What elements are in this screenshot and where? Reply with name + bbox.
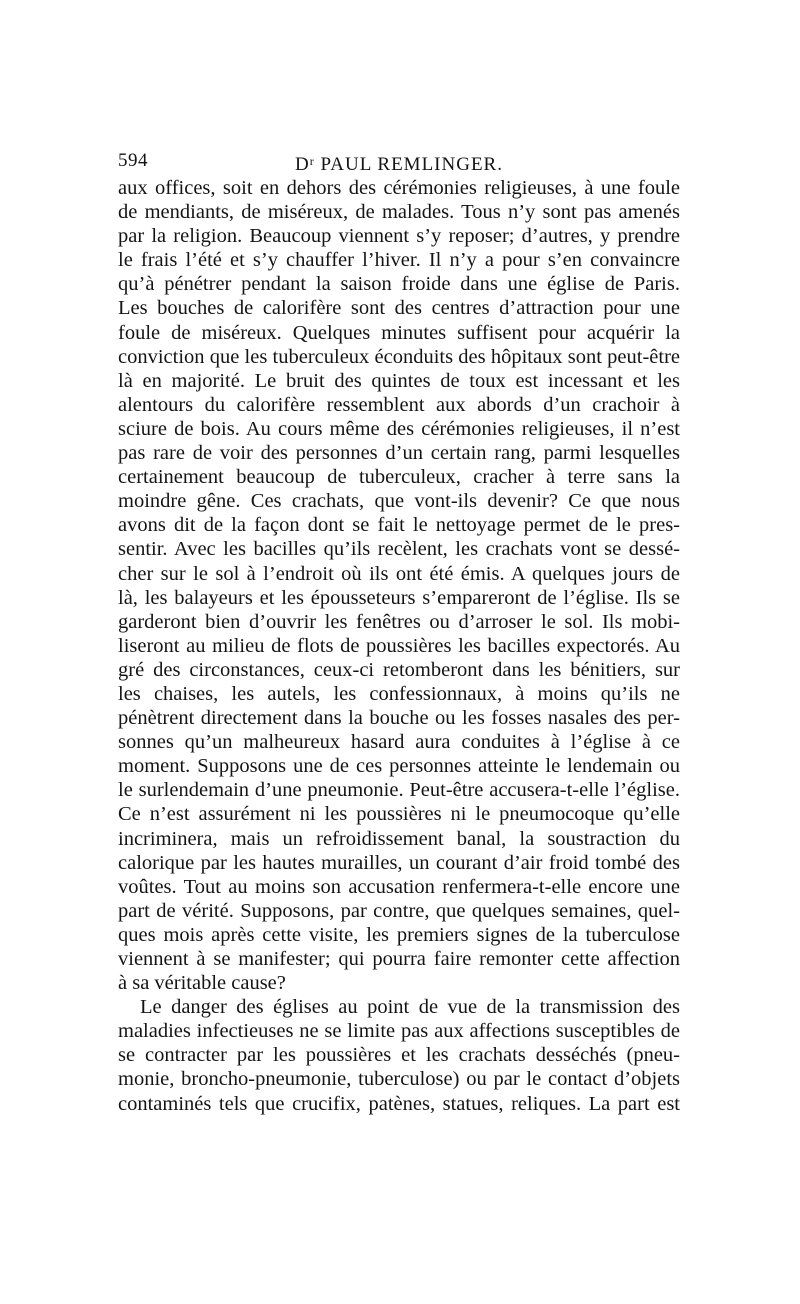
text-line: cher sur le sol à l’endroit où ils ont été émis. A quelques jours de <box>118 562 680 585</box>
text-line: moindre gêne. Ces crachats, que vont-ils devenir? Ce que nous <box>118 490 680 513</box>
text-line: incriminera, mais un refroidissement banal, la soustraction du <box>118 827 680 850</box>
text-line: là en majorité. Le bruit des quintes de toux est incessant et les <box>118 369 680 392</box>
text-line: conviction que les tuberculeux éconduits des hôpitaux sont peut-être <box>118 345 680 368</box>
paragraph <box>118 995 680 1115</box>
text-line: aux offices, soit en dehors des cérémonies religieuses, à une foule <box>118 177 680 199</box>
text-line: le surlendemain d’une pneumonie. Peut-être accusera-t-elle l’église. <box>118 779 680 802</box>
author-prefix-superscript: r <box>309 154 315 168</box>
text-line: contaminés tels que crucifix, patènes, statues, reliques. La part est <box>118 1092 680 1115</box>
text-line: qu’à pénétrer pendant la saison froide dans une église de Paris. <box>118 273 680 296</box>
author-prefix: D <box>295 154 310 175</box>
text-line: Les bouches de calorifère sont des centres d’attraction pour une <box>118 297 680 320</box>
running-head-author <box>118 146 680 180</box>
text-line: avons dit de la façon dont se fait le nettoyage permet de le pres- <box>118 514 680 537</box>
text-line: sentir. Avec les bacilles qu’ils recèlent, les crachats vont se dessé- <box>118 538 680 561</box>
text-line: de mendiants, de miséreux, de malades. Tous n’y sont pas amenés <box>118 201 680 224</box>
text-line: viennent à se manifester; qui pourra faire remonter cette affection <box>118 948 680 970</box>
text-line: foule de miséreux. Quelques minutes suffisent pour acquérir la <box>118 321 680 344</box>
text-line: moment. Supposons une de ces personnes atteinte le lendemain ou <box>118 755 680 778</box>
text-line: liseront au milieu de flots de poussières les bacilles expectorés. Au <box>118 634 680 657</box>
author-name: PAUL REMLINGER. <box>320 154 503 175</box>
text-line: sciure de bois. Au cours même des cérémonies religieuses, il n’est <box>118 417 680 440</box>
text-line: le frais l’été et s’y chauffer l’hiver. Il n’y a pour s’en convaincre <box>118 249 680 272</box>
text-line: à sa véritable cause? <box>118 972 286 995</box>
text-line: maladies infectieuses ne se limite pas aux affections susceptibles de <box>118 1020 680 1043</box>
text-line: gré des circonstances, ceux-ci retomberont dans les bénitiers, sur <box>118 658 680 681</box>
body-text <box>118 176 680 1116</box>
text-line: garderont bien d’ouvrir les fenêtres ou d’arroser le sol. Ils mobi- <box>118 610 680 633</box>
text-line: calorique par les hautes murailles, un courant d’air froid tombé des <box>118 851 680 874</box>
running-head <box>118 146 680 176</box>
text-line: par la religion. Beaucoup viennent s’y reposer; d’autres, y prendre <box>118 225 680 248</box>
text-line: Ce n’est assurément ni les poussières ni le pneumocoque qu’elle <box>118 803 680 826</box>
text-line: se contracter par les poussières et les crachats desséchés (pneu- <box>118 1044 680 1067</box>
text-line: pas rare de voir des personnes d’un certain rang, parmi lesquelles <box>118 442 680 465</box>
text-line: pénètrent directement dans la bouche ou les fosses nasales des per- <box>118 707 680 730</box>
text-line: ques mois après cette visite, les premiers signes de la tuberculose <box>118 923 680 946</box>
page-number: 594 <box>118 150 148 171</box>
text-line: sonnes qu’un malheureux hasard aura conduites à l’église à ce <box>118 731 680 754</box>
text-line: monie, broncho-pneumonie, tuberculose) ou par le contact d’objets <box>118 1068 680 1091</box>
text-line: alentours du calorifère ressemblent aux abords d’un crachoir à <box>118 393 680 416</box>
text-line: les chaises, les autels, les confessionnaux, à moins qu’ils ne <box>118 682 680 705</box>
text-line: voûtes. Tout au moins son accusation renfermera-t-elle encore une <box>118 875 680 898</box>
text-line: là, les balayeurs et les épousseteurs s’empareront de l’église. Ils se <box>118 586 680 609</box>
text-line: part de vérité. Supposons, par contre, que quelques semaines, quel- <box>118 899 680 922</box>
book-page <box>118 146 680 1116</box>
text-line: Le danger des églises au point de vue de la transmission des <box>140 996 680 1019</box>
text-line: certainement beaucoup de tuberculeux, cracher à terre sans la <box>118 466 680 489</box>
paragraph <box>118 176 680 995</box>
